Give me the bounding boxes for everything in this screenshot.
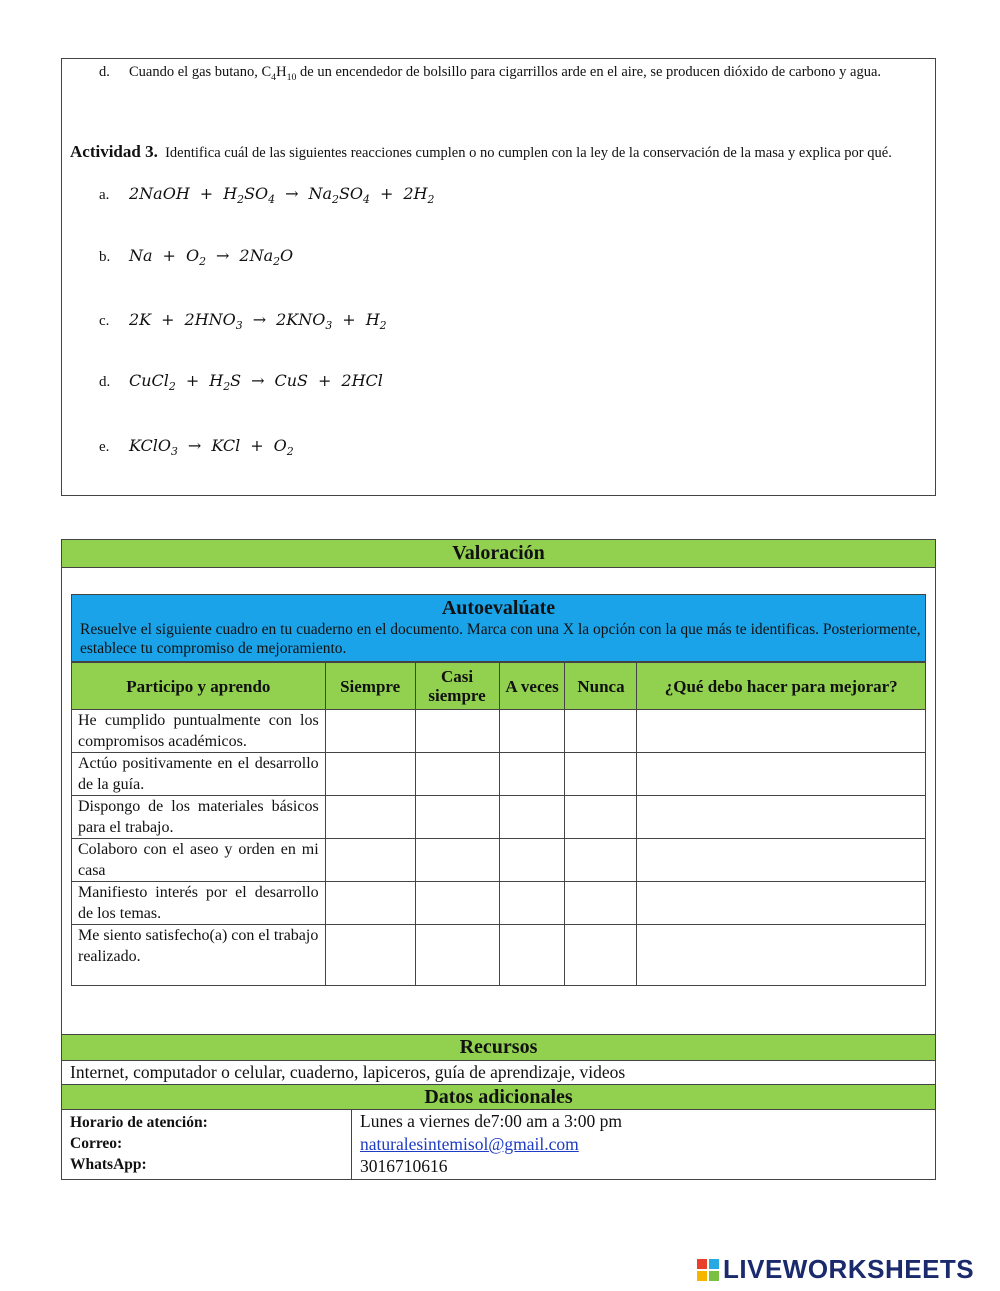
cell-mejorar[interactable]: [637, 710, 926, 753]
cell-siempre[interactable]: [325, 796, 415, 839]
row-label: Dispongo de los materiales básicos para el trabajo.: [72, 796, 326, 839]
autoevaluation-table: [71, 662, 926, 986]
cell-siempre[interactable]: [325, 882, 415, 925]
cell-a-veces[interactable]: [499, 710, 565, 753]
cell-nunca[interactable]: [565, 882, 637, 925]
equation-b: b. $Na + O_2 \to 2Na_2O$: [99, 246, 294, 269]
cell-casi-siempre[interactable]: [415, 839, 499, 882]
col-mejorar: ¿Qué debo hacer para mejorar?: [637, 663, 926, 710]
table-row: [72, 925, 926, 986]
autoevaluate-title: Autoevalúate: [441, 597, 556, 619]
logo-text: LIVEWORKSHEETS: [723, 1254, 975, 1284]
equation-e: e. KClO$_3$ → KCl + $O_2$: [99, 436, 294, 459]
activity-box: [61, 58, 936, 496]
table-row: [72, 839, 926, 882]
equation-c: c. $2K + 2HNO_3 \to 2KNO_3 + H_2$: [99, 310, 387, 333]
cell-casi-siempre[interactable]: [415, 796, 499, 839]
equation-d: d. CuCl$_2$ + $H_2S$ → CuS + 2HCl: [99, 371, 383, 394]
item-d-letter: d.: [99, 64, 110, 80]
cell-nunca[interactable]: [565, 839, 637, 882]
cell-a-veces[interactable]: [499, 925, 565, 986]
actividad3-heading: [70, 143, 930, 162]
cell-mejorar[interactable]: [637, 925, 926, 986]
row-label: He cumplido puntualmente con los compromisos académicos.: [72, 710, 326, 753]
recursos-text: Internet, computador o celular, cuaderno, lapiceros, guía de aprendizaje, videos: [70, 1062, 626, 1082]
cell-mejorar[interactable]: [637, 753, 926, 796]
item-d: [99, 61, 929, 89]
cell-mejorar[interactable]: [637, 882, 926, 925]
datos-divider: [351, 1109, 352, 1180]
datos-values: [360, 1110, 622, 1178]
datos-title: Datos adicionales: [62, 1084, 935, 1110]
cell-mejorar[interactable]: [637, 796, 926, 839]
col-participo: Participo y aprendo: [72, 663, 326, 710]
horario-value: Lunes a viernes de7:00 am a 3:00 pm: [360, 1111, 622, 1131]
item-d-text: Cuando el gas butano, $C_4H_{10}$ de un encendedor de bolsillo para cigarrillos arde en el aire, se producen dióxido de carbono y agua.: [129, 64, 882, 83]
cell-casi-siempre[interactable]: [415, 925, 499, 986]
cell-a-veces[interactable]: [499, 839, 565, 882]
table-row: [72, 796, 926, 839]
correo-label: Correo:: [70, 1135, 123, 1152]
col-casi-siempre: Casi siempre: [415, 663, 499, 710]
table-header-row: [72, 663, 926, 710]
col-siempre: Siempre: [325, 663, 415, 710]
cell-a-veces[interactable]: [499, 753, 565, 796]
email-link[interactable]: naturalesintemisol@gmail.com: [360, 1133, 579, 1154]
cell-nunca[interactable]: [565, 753, 637, 796]
valoracion-box: [61, 539, 936, 1180]
table-row: [72, 710, 926, 753]
recursos-title: Recursos: [62, 1034, 935, 1061]
valoracion-title: Valoración: [62, 540, 935, 568]
table-row: [72, 753, 926, 796]
logo-blocks-icon: [697, 1259, 719, 1281]
cell-casi-siempre[interactable]: [415, 882, 499, 925]
col-nunca: Nunca: [565, 663, 637, 710]
liveworksheets-logo: [697, 1254, 974, 1285]
cell-nunca[interactable]: [565, 925, 637, 986]
cell-casi-siempre[interactable]: [415, 753, 499, 796]
whatsapp-label: WhatsApp:: [70, 1156, 147, 1173]
cell-a-veces[interactable]: [499, 796, 565, 839]
autoevaluate-description: Resuelve el siguiente cuadro en tu cuaderno en el documento. Marca con una X la opción con la que más te identificas. Posteriormente, establece tu compromiso de mejoramiento.: [80, 621, 921, 657]
actividad3-title: Actividad 3.: [70, 142, 158, 161]
cell-casi-siempre[interactable]: [415, 710, 499, 753]
cell-nunca[interactable]: [565, 710, 637, 753]
row-label: Colaboro con el aseo y orden en mi casa: [72, 839, 326, 882]
datos-labels: [70, 1112, 208, 1175]
row-label: Me siento satisfecho(a) con el trabajo realizado.: [72, 925, 326, 986]
equation-a: a. 2NaOH + $H_2SO_4 \to Na_2SO_4 + 2H_2$: [99, 184, 435, 207]
horario-label: Horario de atención:: [70, 1114, 208, 1131]
row-label: Manifiesto interés por el desarrollo de los temas.: [72, 882, 326, 925]
cell-a-veces[interactable]: [499, 882, 565, 925]
cell-siempre[interactable]: [325, 925, 415, 986]
row-label: Actúo positivamente en el desarrollo de la guía.: [72, 753, 326, 796]
whatsapp-value: 3016710616: [360, 1156, 448, 1176]
cell-mejorar[interactable]: [637, 839, 926, 882]
table-row: [72, 882, 926, 925]
autoevaluate-header: [71, 594, 926, 662]
col-a-veces: A veces: [499, 663, 565, 710]
cell-nunca[interactable]: [565, 796, 637, 839]
cell-siempre[interactable]: [325, 839, 415, 882]
cell-siempre[interactable]: [325, 710, 415, 753]
actividad3-instructions: Identifica cuál de las siguientes reacciones cumplen o no cumplen con la ley de la conservación de la masa y explica por qué.: [165, 145, 892, 161]
cell-siempre[interactable]: [325, 753, 415, 796]
